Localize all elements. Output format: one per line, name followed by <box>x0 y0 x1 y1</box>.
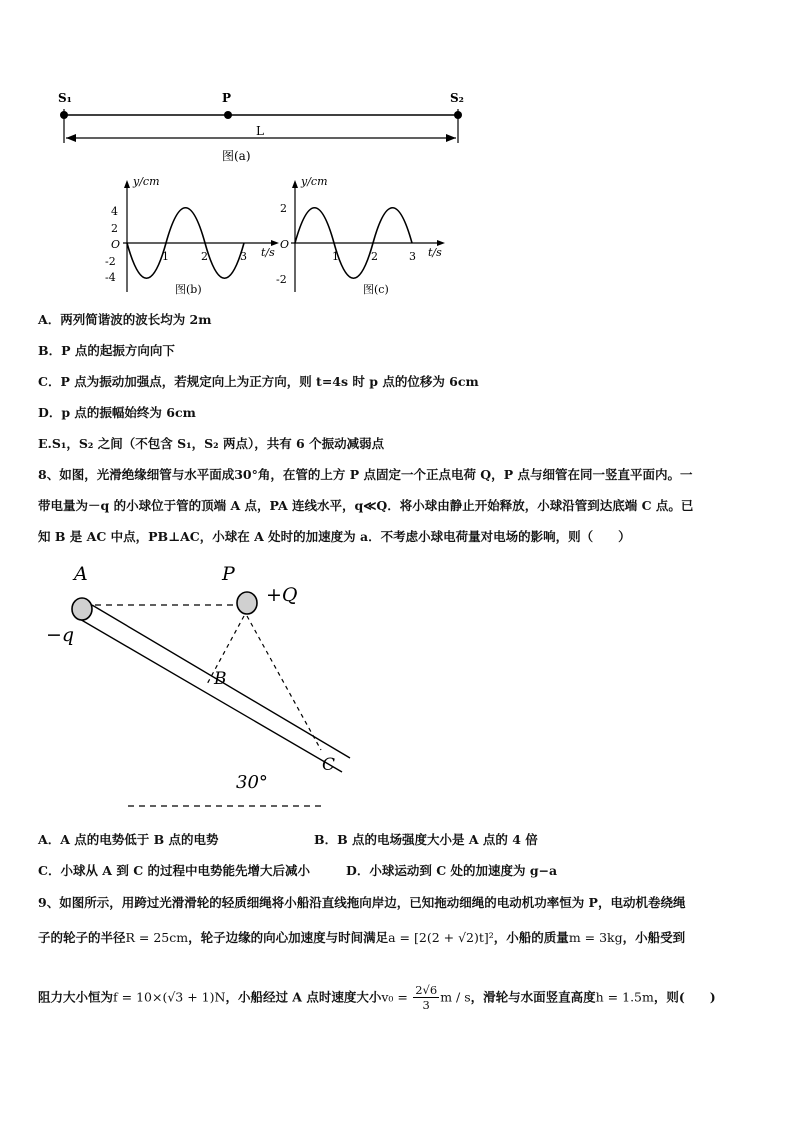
q9-formula-v0: v₀ = <box>381 989 408 1005</box>
q8-stem-line2: 带电量为－q 的小球位于管的顶端 A 点，PA 连线水平，q≪Q．将小球由静止开始释放，小球沿管到达底端 C 点。已 <box>38 498 694 513</box>
q9-text: ，小船经过 A 点时速度大小 <box>225 989 382 1005</box>
q9-stem-line1: 9、如图所示，用跨过光滑滑轮的轻质细绳将小船沿直线拖向岸边，已知拖动细绳的电动机功率恒为 P，电动机卷绕绳 <box>38 895 686 910</box>
q9-stem-line2 <box>38 932 685 945</box>
q8-option-d: D．小球运动到 C 处的加速度为 g−a <box>346 863 558 878</box>
figure-q8 <box>40 560 370 815</box>
label-p: P <box>222 563 235 585</box>
caption-a: 图(a) <box>222 149 251 163</box>
q7-option-d: D．p 点的振幅始终为 6cm <box>38 405 196 420</box>
q7-option-a: A．两列简谐波的波长均为 2m <box>38 312 212 327</box>
figure-b <box>105 172 285 297</box>
tube-lower-edge <box>78 618 342 772</box>
q9-text: 子的轮子的半径 <box>38 930 126 945</box>
q8-stem-line1: 8、如图，光滑绝缘细管与水平面成30°角，在管的上方 P 点固定一个正点电荷 Q，P 点与细管在同一竖直平面内。一 <box>38 467 693 482</box>
label-s1: S₁ <box>58 91 72 105</box>
q7-option-b: B．P 点的起振方向向下 <box>38 343 175 358</box>
label-c: C <box>322 755 336 775</box>
ball-a <box>72 598 92 620</box>
point-p <box>224 111 232 119</box>
q9-formula-f: f = 10×(√3 + 1)N <box>113 989 226 1005</box>
ytick: -4 <box>105 271 116 284</box>
label-minus-q: −q <box>46 624 75 646</box>
ytick: 4 <box>111 205 118 218</box>
q9-text: ，滑轮与水面竖直高度 <box>470 989 596 1005</box>
origin-label: O <box>280 238 290 251</box>
q9-text: ，小船受到 <box>622 930 686 945</box>
q9-formula-r: R = 25cm <box>125 930 189 945</box>
ytick: 2 <box>111 222 118 235</box>
ytick: -2 <box>105 255 116 268</box>
label-a: A <box>74 563 88 585</box>
xtick: 2 <box>371 250 378 263</box>
xtick: 2 <box>201 250 208 263</box>
q7-option-e: E.S₁，S₂ 之间（不包含 S₁，S₂ 两点），共有 6 个振动减弱点 <box>38 436 385 451</box>
q7-option-c: C．P 点为振动加强点，若规定向上为正方向，则 t=4s 时 p 点的位移为 6cm <box>38 374 479 389</box>
q9-formula-h: h = 1.5m <box>595 989 654 1005</box>
caption-c: 图(c) <box>363 283 389 296</box>
xtick: 3 <box>240 250 247 263</box>
q9-formula-a: a = [2(2 + √2)t]² <box>388 930 494 945</box>
label-b: B <box>214 669 227 689</box>
y-axis-label: y/cm <box>133 175 160 188</box>
label-angle: 30° <box>236 772 268 793</box>
caption-b: 图(b) <box>175 283 202 296</box>
y-axis-label: y/cm <box>301 175 328 188</box>
label-p: P <box>222 91 232 105</box>
charge-q <box>237 592 257 614</box>
xtick: 1 <box>332 250 339 263</box>
xtick: 3 <box>409 250 416 263</box>
q9-text: 阻力大小恒为 <box>38 989 114 1005</box>
q9-unit: m / s <box>440 989 471 1005</box>
x-axis-label: t/s <box>428 246 442 259</box>
ytick: 2 <box>280 202 287 215</box>
q8-option-a: A．A 点的电势低于 B 点的电势 <box>38 832 219 847</box>
q9-text: ，则( ) <box>653 989 716 1005</box>
q9-stem-line3 <box>38 983 716 1013</box>
figure-c <box>278 172 458 297</box>
q9-fraction-numerator: 2√6 <box>415 983 438 997</box>
q8-stem-line3: 知 B 是 AC 中点，PB⊥AC，小球在 A 处时的加速度为 a．不考虑小球电荷量对电场的影响，则（ ） <box>38 529 631 544</box>
q9-text: ，轮子边缘的向心加速度与时间满足 <box>188 930 389 945</box>
x-axis-label: t/s <box>261 246 275 259</box>
label-s2: S₂ <box>450 91 464 105</box>
q9-fraction-denominator: 3 <box>422 998 430 1013</box>
q8-option-c: C．小球从 A 到 C 的过程中电势能先增大后减小 <box>38 863 311 878</box>
q9-formula-m: m = 3kg <box>568 930 623 945</box>
origin-label: O <box>111 238 121 251</box>
label-l: L <box>256 124 264 138</box>
xtick: 1 <box>162 250 169 263</box>
q9-text: ，小船的质量 <box>493 930 569 945</box>
figure-a <box>50 85 480 165</box>
ytick: -2 <box>276 273 287 286</box>
q8-option-b: B．B 点的电场强度大小是 A 点的 4 倍 <box>314 832 538 847</box>
q9-fraction <box>413 983 439 1013</box>
label-plus-q: +Q <box>266 584 298 606</box>
pc-dashed-line <box>247 616 321 750</box>
